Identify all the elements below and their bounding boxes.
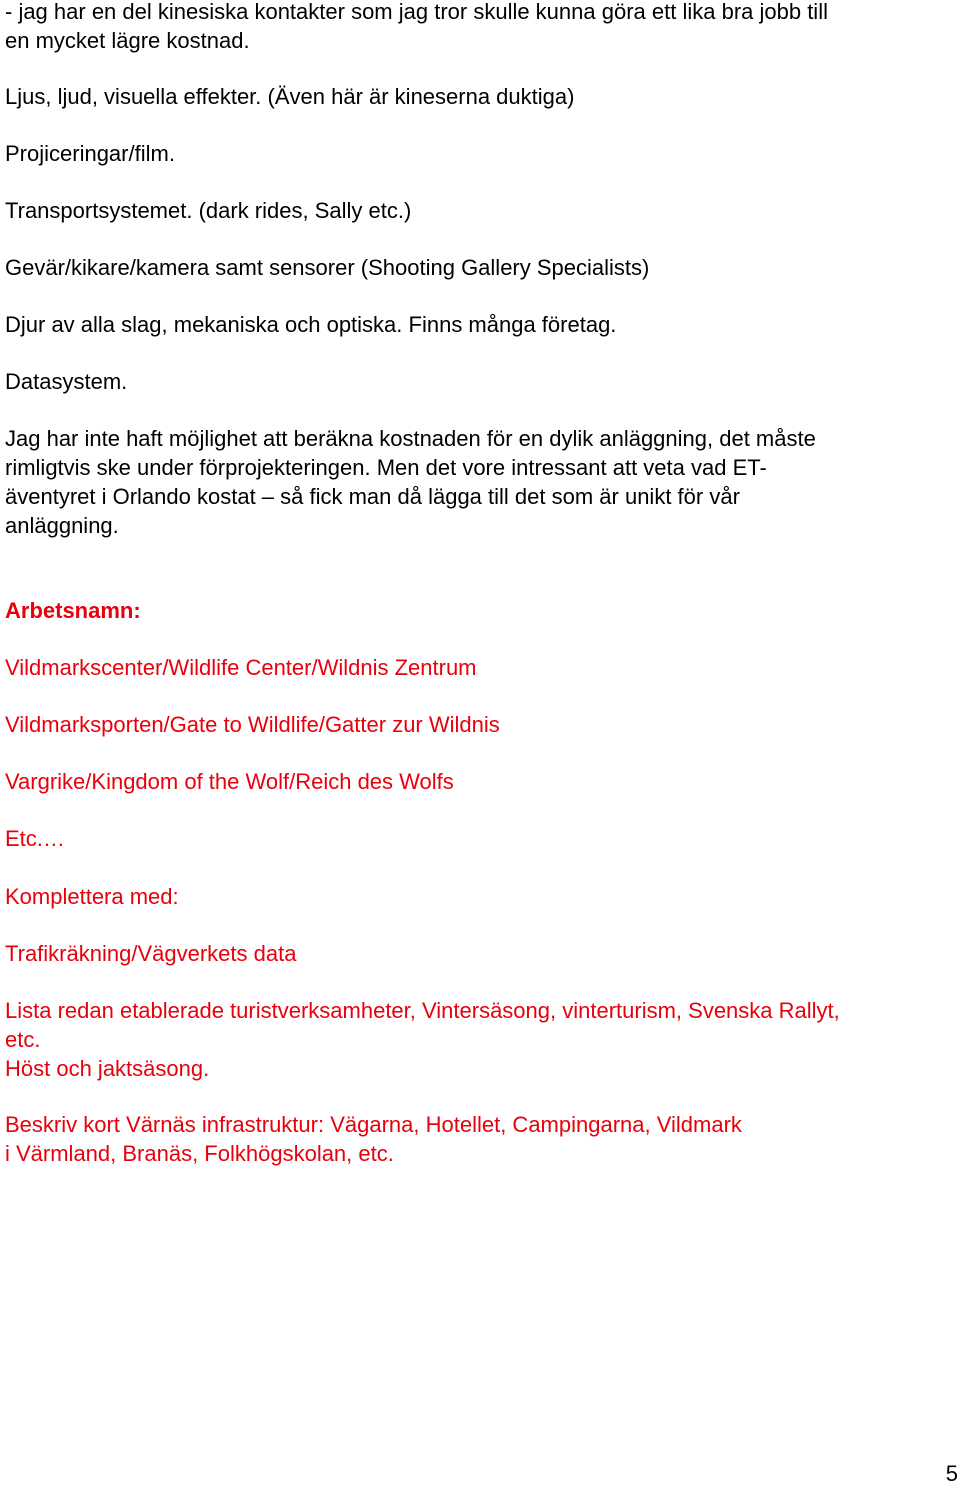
complement-heading: Komplettera med: — [5, 884, 179, 909]
working-name-item: Vargrike/Kingdom of the Wolf/Reich des Wolfs — [5, 769, 454, 794]
working-names-heading: Arbetsnamn: — [5, 598, 141, 623]
working-name-item: Vildmarksporten/Gate to Wildlife/Gatter zur Wildnis — [5, 712, 500, 737]
working-name-item: Vildmarkscenter/Wildlife Center/Wildnis Zentrum — [5, 655, 477, 680]
complement-item-infrastructure: Beskriv kort Värnäs infrastruktur: Vägarna, Hotellet, Campingarna, Vildmark i Värmland, Branäs, Folkhögskolan, etc. — [5, 1112, 742, 1166]
paragraph-projections: Projiceringar/film. — [5, 141, 175, 166]
page-number: 5 — [945, 1461, 958, 1486]
paragraph-sensors: Gevär/kikare/kamera samt sensorer (Shooting Gallery Specialists) — [5, 255, 650, 280]
paragraph-data-systems: Datasystem. — [5, 369, 128, 394]
paragraph-transport: Transportsystemet. (dark rides, Sally etc.) — [5, 198, 412, 223]
complement-item-tourism: Lista redan etablerade turistverksamheter, Vintersäsong, vinterturism, Svenska Rallyt, etc. Höst och jaktsäsong. — [5, 998, 840, 1081]
paragraph-chinese-contacts: - jag har en del kinesiska kontakter som jag tror skulle kunna göra ett lika bra jobb till en mycket lägre kostnad. — [5, 0, 828, 53]
paragraph-cost-estimate: Jag har inte haft möjlighet att beräkna kostnaden för en dylik anläggning, det måste rimligtvis ske under förprojekteringen. Men det vore intressant att veta vad ET- äventyret i Orlando kostat – så fick man då lägga till det som är unikt för vår anläggning. — [5, 426, 816, 538]
paragraph-light-sound: Ljus, ljud, visuella effekter. (Även här är kineserna duktiga) — [5, 84, 575, 109]
paragraph-animals: Djur av alla slag, mekaniska och optiska. Finns många företag. — [5, 312, 617, 337]
working-name-etc: Etc.… — [5, 826, 65, 851]
complement-item-traffic: Trafikräkning/Vägverkets data — [5, 941, 297, 966]
